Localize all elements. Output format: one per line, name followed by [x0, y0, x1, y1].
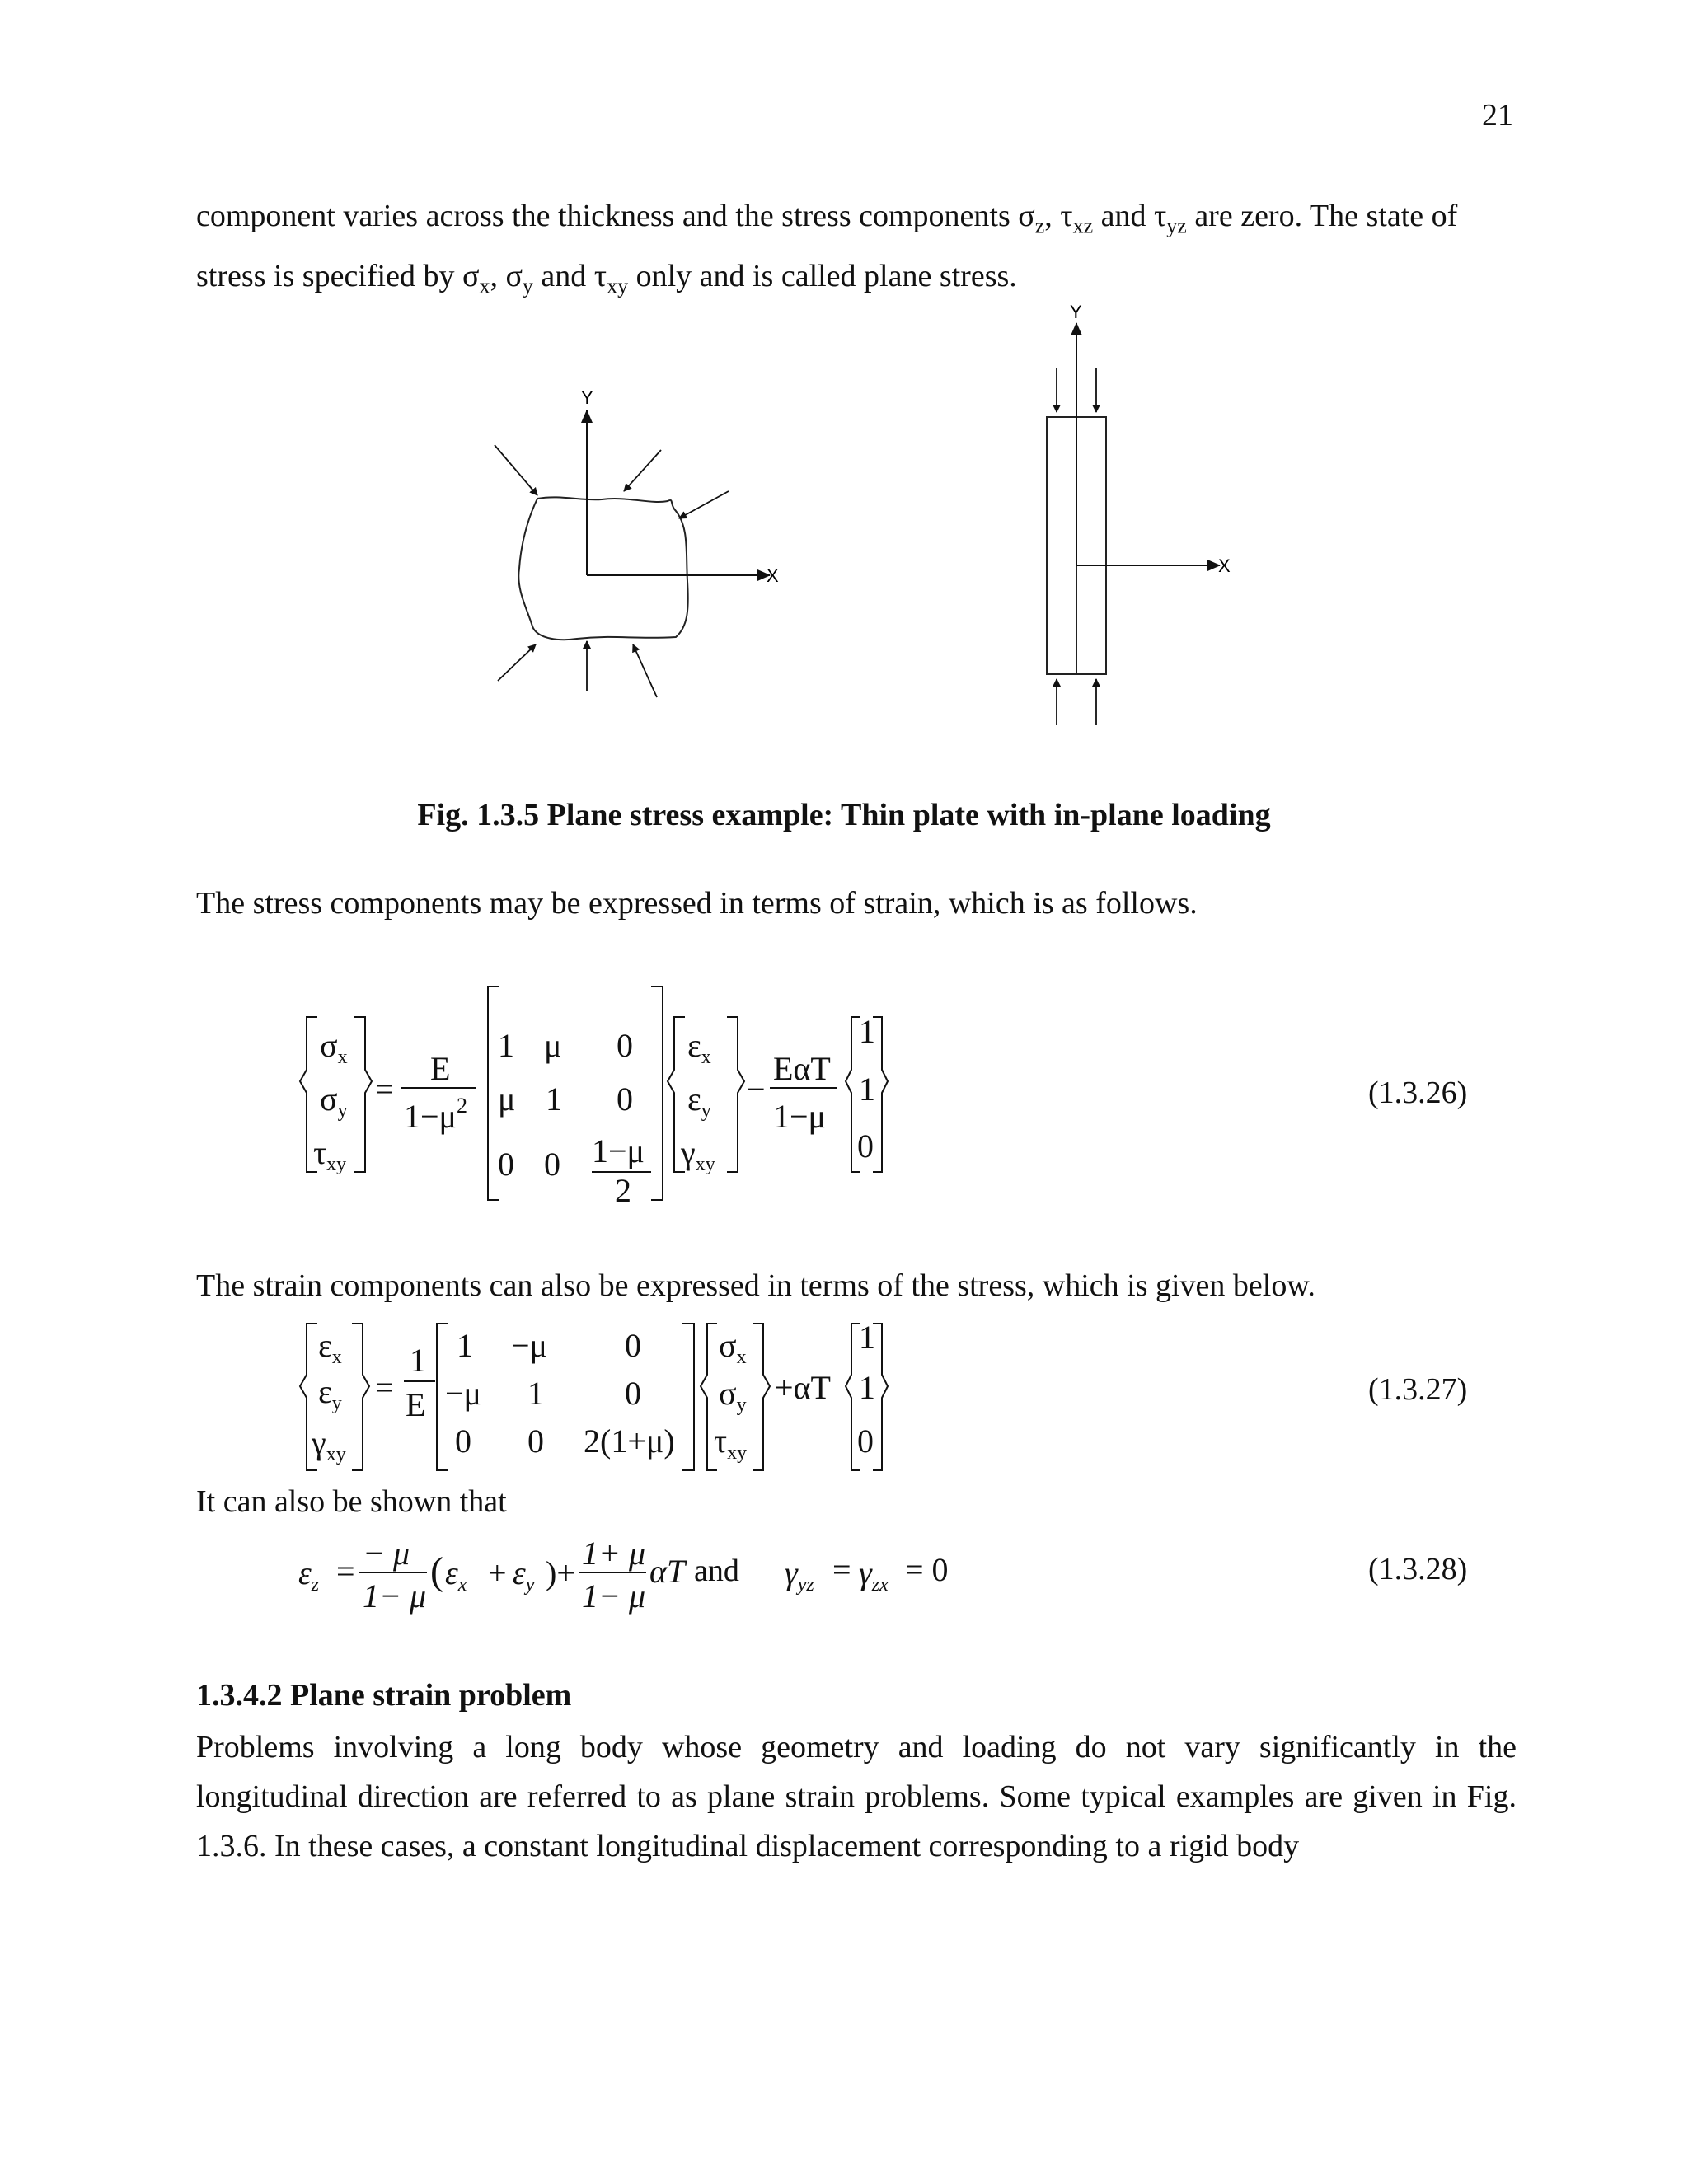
lhs-sigma-x: $\sigma_x$	[320, 1027, 348, 1068]
equation-number-28: (1.3.28)	[1368, 1552, 1468, 1586]
strain-gamma-xy: $\gamma_{xy}$	[681, 1134, 715, 1175]
thermal-v2: 1	[859, 1071, 875, 1108]
alpha-t: αT	[649, 1553, 686, 1590]
paren-open: (	[430, 1549, 443, 1593]
lhs-brace-right	[352, 1324, 369, 1470]
equation-number-26: (1.3.26)	[1368, 1076, 1468, 1110]
frac1-num: − μ	[363, 1535, 410, 1572]
lhs-sigma-y: $\sigma_y$	[320, 1080, 348, 1122]
equals-zero: = 0	[905, 1551, 949, 1588]
coef-numerator: 1	[410, 1342, 426, 1379]
section-heading: 1.3.4.2 Plane strain problem	[196, 1678, 572, 1713]
stress-brace-right	[753, 1324, 770, 1470]
gamma-yz: $\gamma_{yz}$	[785, 1554, 814, 1596]
left-y-label: Y	[581, 387, 593, 408]
coef-denominator: $1-\mu^2$	[404, 1094, 468, 1135]
plus-sign: +	[488, 1554, 507, 1591]
irregular-plate	[518, 497, 687, 640]
m21: −μ	[445, 1375, 482, 1412]
m33-denominator: 2	[615, 1172, 631, 1209]
lhs-eps-z: $\varepsilon_z$	[298, 1554, 320, 1596]
lhs-eps-x: $\varepsilon_x$	[318, 1327, 342, 1368]
m11: 1	[498, 1027, 514, 1064]
gamma-zx: $\gamma_{zx}$	[859, 1554, 889, 1596]
paren-close-plus: )+	[546, 1554, 575, 1591]
m21: μ	[498, 1080, 516, 1118]
m33-numerator: 1−μ	[592, 1132, 645, 1169]
m23: 0	[625, 1375, 641, 1412]
lhs-gamma-xy: $\gamma_{xy}$	[312, 1424, 346, 1465]
thermal-numerator: EαT	[773, 1050, 831, 1087]
force-arrow	[495, 445, 537, 495]
matrix-bracket-right	[682, 1324, 694, 1470]
equals-sign-2: =	[832, 1551, 851, 1588]
right-y-label: Y	[1070, 302, 1082, 322]
m32: 0	[544, 1146, 560, 1183]
force-arrow	[624, 450, 661, 491]
m32: 0	[528, 1422, 544, 1460]
thermal-term: +αT	[775, 1369, 831, 1406]
frac1-den: 1− μ	[363, 1577, 427, 1615]
thermal-v1: 1	[859, 1013, 875, 1050]
thermal-v1: 1	[859, 1319, 875, 1356]
force-arrow	[633, 644, 657, 697]
thermal-v3: 0	[857, 1127, 874, 1165]
equals-sign: =	[375, 1071, 394, 1108]
strain-eps-y: $\varepsilon_y$	[687, 1080, 711, 1122]
thermal-v2: 1	[859, 1369, 875, 1406]
and-word: and	[694, 1554, 739, 1588]
force-arrow	[498, 644, 536, 681]
frac2-den: 1− μ	[582, 1577, 646, 1615]
stress-sigma-y: $\sigma_y$	[719, 1375, 747, 1416]
lhs-tau-xy: $\tau_{xy}$	[313, 1134, 347, 1175]
thermal-v3: 0	[857, 1422, 874, 1460]
m31: 0	[455, 1422, 471, 1460]
right-x-label: X	[1218, 555, 1231, 576]
figure-caption: Fig. 1.3.5 Plane stress example: Thin plate with in-plane loading	[417, 798, 1271, 832]
plane-stress-figure	[0, 297, 1688, 758]
m13: 0	[617, 1027, 633, 1064]
intro-paragraph	[196, 191, 1531, 311]
minus-sign: −	[747, 1071, 766, 1108]
stress-sigma-x: $\sigma_x$	[719, 1327, 747, 1368]
thermal-denominator: 1−μ	[773, 1098, 827, 1135]
strain-brace-right	[727, 1017, 744, 1172]
m13: 0	[625, 1327, 641, 1364]
lhs-brace-right	[354, 1017, 372, 1172]
page-number: 21	[1482, 98, 1513, 133]
eps-x: $\varepsilon_x$	[445, 1554, 467, 1596]
coef-numerator: E	[430, 1050, 451, 1087]
intro-line-1: component varies across the thickness and the stress components $\sigma_z$, $\tau_{xz}$ and $\tau_{yz}$ are zero. The state of	[196, 199, 1458, 238]
equals-sign: =	[375, 1369, 394, 1406]
m22: 1	[546, 1080, 562, 1118]
plane-strain-paragraph: Problems involving a long body whose geometry and loading do not vary significantly in the longitudinal direction are referred to as plane strain problems. Some typical examples are given in Fig. 1.3.6. In these cases, a constant longitudinal displacement corresponding to a rigid body	[196, 1730, 1517, 1863]
m12: μ	[544, 1027, 562, 1064]
shown-text: It can also be shown that	[196, 1484, 507, 1519]
m12: −μ	[511, 1327, 548, 1364]
m11: 1	[457, 1327, 473, 1364]
frac2-num: 1+ μ	[582, 1535, 646, 1572]
strain-eps-x: $\varepsilon_x$	[687, 1027, 711, 1068]
equals-sign: =	[336, 1553, 355, 1590]
stress-tau-xy: $\tau_{xy}$	[714, 1422, 748, 1464]
force-arrow	[679, 491, 729, 518]
equation-number-27: (1.3.27)	[1368, 1372, 1468, 1407]
eps-y: $\varepsilon_y$	[513, 1554, 535, 1596]
stress-intro-text: The stress components may be expressed in terms of strain, which is as follows.	[196, 886, 1198, 921]
left-x-label: X	[767, 565, 779, 586]
m33: 2(1+μ)	[584, 1422, 675, 1460]
m23: 0	[617, 1080, 633, 1118]
coef-denominator: E	[406, 1386, 426, 1423]
strain-intro-text: The strain components can also be expressed in terms of the stress, which is given below.	[196, 1268, 1315, 1303]
matrix-bracket-right	[651, 987, 663, 1200]
lhs-eps-y: $\varepsilon_y$	[318, 1373, 342, 1414]
m31: 0	[498, 1146, 514, 1183]
intro-line-2: stress is specified by $\sigma_x$, $\sigma_y$ and $\tau_{xy}$ only and is called plane stress.	[196, 258, 1017, 298]
m22: 1	[528, 1375, 544, 1412]
